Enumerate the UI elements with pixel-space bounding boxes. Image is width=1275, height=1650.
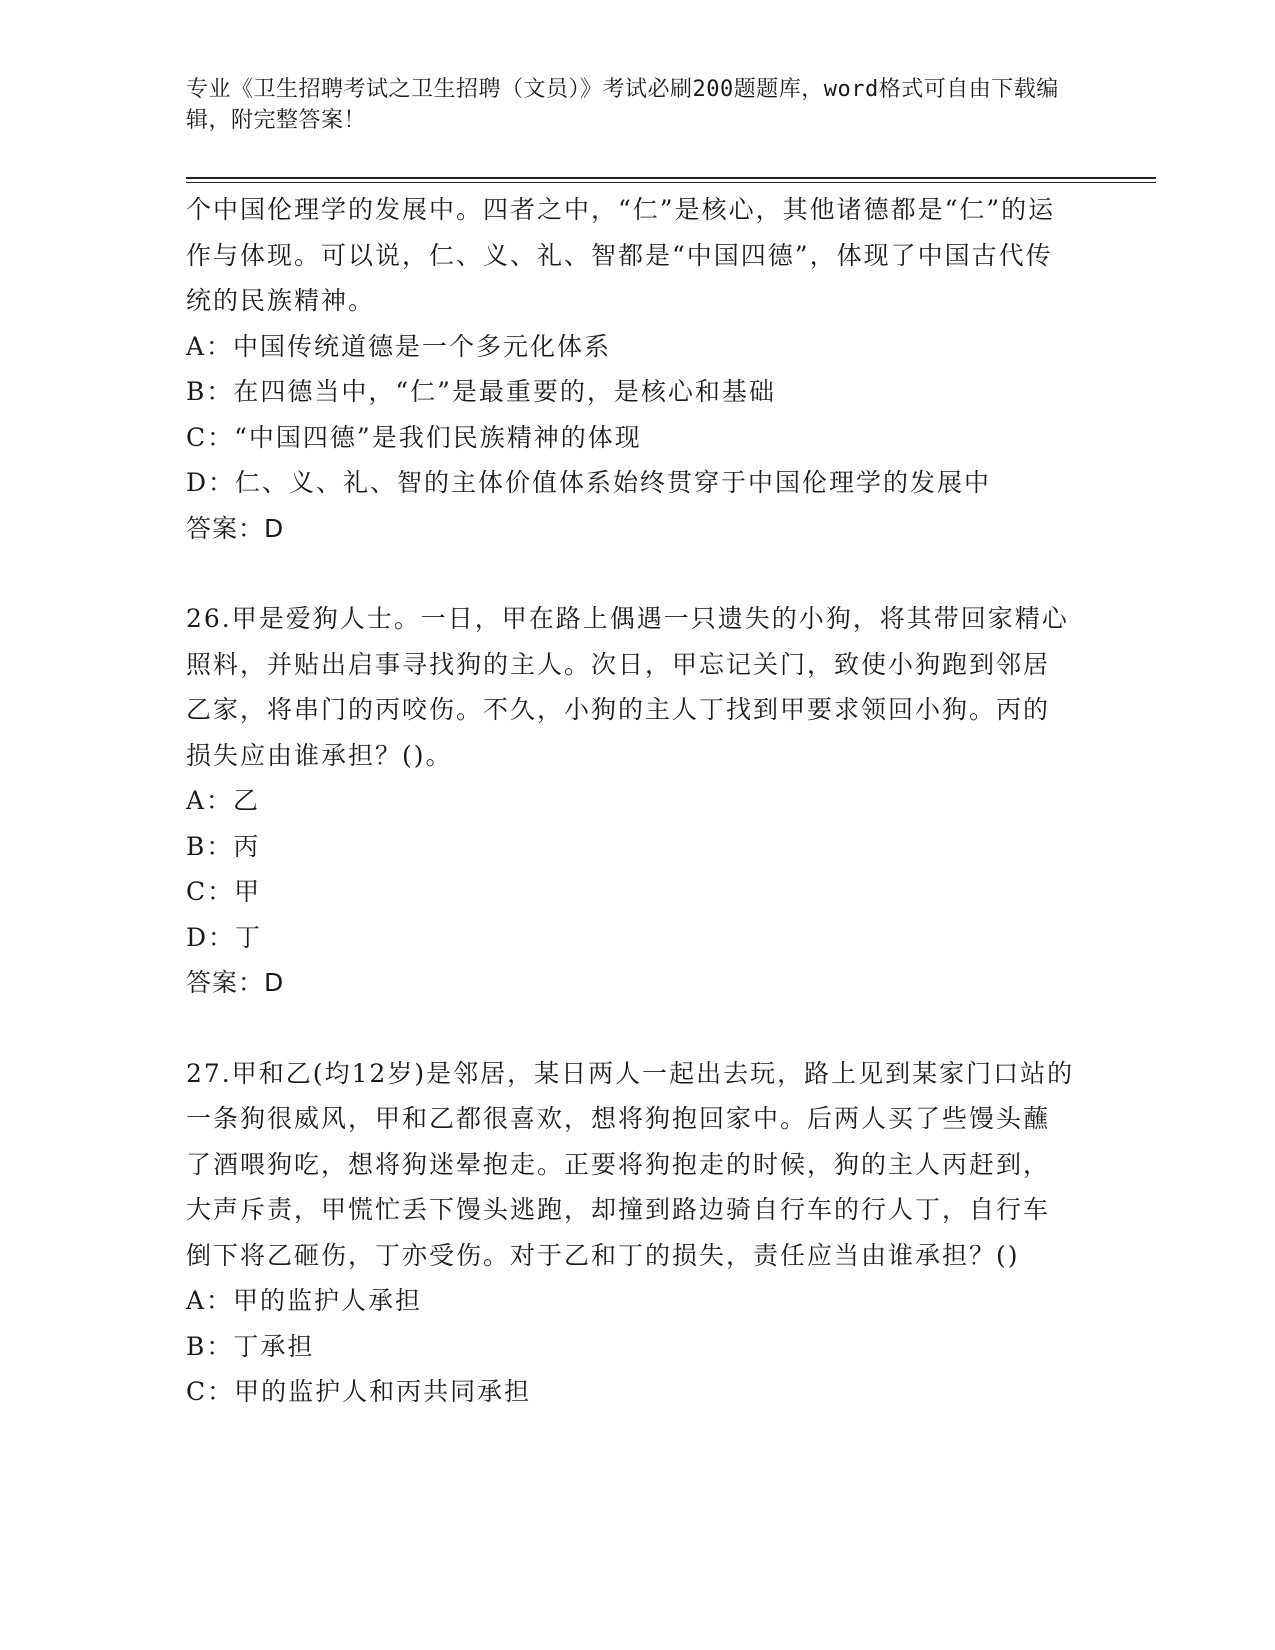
question-26-stem: 26.甲是爱狗人士。一日，甲在路上偶遇一只遗失的小狗，将其带回家精心照料，并贴出启事寻找狗的主人。次日，甲忘记关门，致使小狗跑到邻居乙家，将串门的丙咬伤。不久，小狗的主人丁找到甲要求领回小狗。丙的损失应由谁承担？()。 bbox=[186, 604, 1069, 770]
question-26-option-b: B：丙 bbox=[186, 831, 261, 861]
header-divider-thin bbox=[186, 182, 1156, 183]
question-27-option-b: B：丁承担 bbox=[186, 1331, 315, 1361]
question-26-answer: 答案：D bbox=[186, 968, 285, 997]
question-26 bbox=[186, 596, 1076, 1006]
question-25-option-a: A：中国传统道德是一个多元化体系 bbox=[186, 331, 612, 361]
question-27-stem: 27.甲和乙(均12岁)是邻居，某日两人一起出去玩，路上见到某家门口站的一条狗很威风，甲和乙都很喜欢，想将狗抱回家中。后两人买了些馒头蘸了酒喂狗吃，想将狗迷晕抱走。正要将狗抱走的时候，狗的主人丙赶到，大声斥责，甲慌忙丢下馒头逃跑，却撞到路边骑自行车的行人丁，自行车倒下将乙砸伤，丁亦受伤。对于乙和丁的损失，责任应当由谁承担？() bbox=[186, 1058, 1075, 1270]
question-26-option-d: D：丁 bbox=[186, 922, 263, 952]
question-27 bbox=[186, 1051, 1076, 1415]
question-26-option-a: A：乙 bbox=[186, 786, 261, 815]
document-body bbox=[186, 187, 1076, 1415]
header-divider-thick bbox=[186, 177, 1156, 179]
question-25-continued bbox=[186, 187, 1076, 551]
question-26-option-c: C：甲 bbox=[186, 877, 262, 906]
document-header: 专业《卫生招聘考试之卫生招聘（文员）》考试必刷200题题库，word格式可自由下载编辑，附完整答案！ bbox=[186, 77, 1059, 133]
question-25-option-b: B：在四德当中，“仁”是最重要的，是核心和基础 bbox=[186, 377, 776, 406]
question-27-option-c: C：甲的监护人和丙共同承担 bbox=[186, 1377, 532, 1406]
question-25-option-d: D：仁、义、礼、智的主体价值体系始终贯穿于中国伦理学的发展中 bbox=[186, 468, 992, 497]
question-25-answer: 答案：D bbox=[186, 513, 285, 543]
question-25-option-c: C：“中国四德”是我们民族精神的体现 bbox=[186, 422, 642, 452]
question-27-option-a: A：甲的监护人承担 bbox=[186, 1286, 423, 1315]
question-25-stem-continuation: 个中国伦理学的发展中。四者之中，“仁”是核心，其他诸德都是“仁”的运作与体现。可以说，仁、义、礼、智都是“中国四德”，体现了中国古代传统的民族精神。 bbox=[186, 195, 1056, 315]
